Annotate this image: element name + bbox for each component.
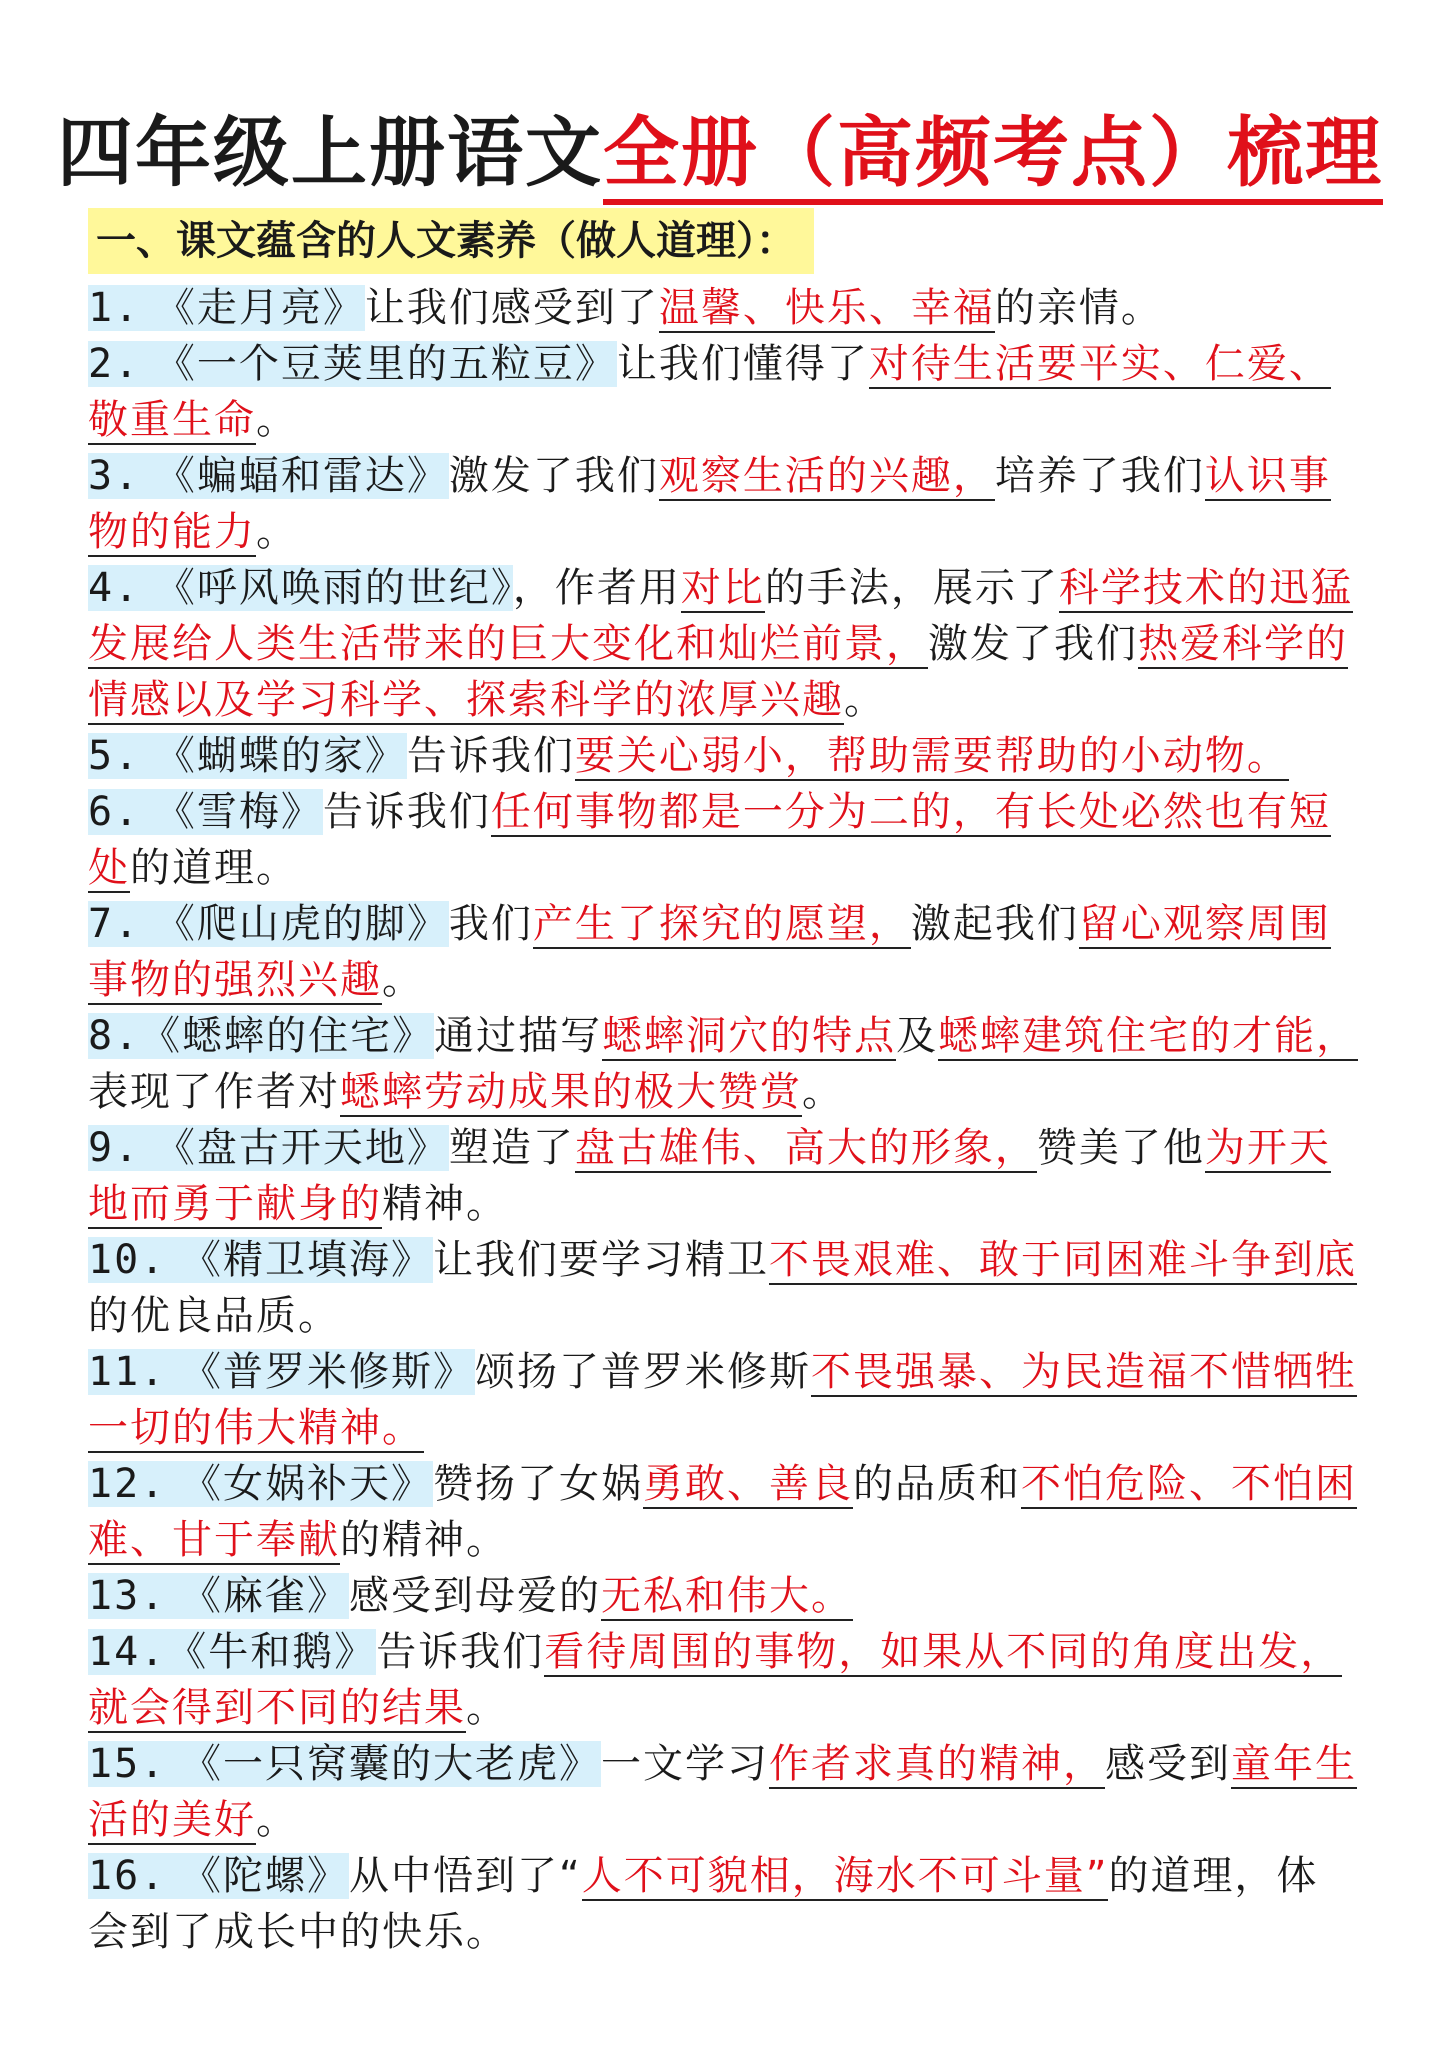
book-title: 《女娲补天》 [180,1461,433,1507]
item-text: 精神。 [382,1181,508,1227]
item-text: 的手法，展示了 [764,565,1059,611]
item-text: 。 [382,957,424,1003]
key-point: 产生了探究的愿望， [532,901,911,947]
book-title: 《蟋蟀的住宅》 [140,1013,435,1059]
item-text: 。 [844,677,886,723]
item-text: ，作者用 [512,565,681,611]
book-title: 《爬山虎的脚》 [154,901,449,947]
book-title: 《盘古开天地》 [154,1125,449,1171]
list-item-8 [88,1008,1360,1120]
item-number: 7. [88,901,141,947]
item-number: 4. [88,565,141,611]
item-text: 的亲情。 [994,285,1163,331]
key-point: 蟋蟀建筑住宅的才能， [938,1013,1359,1059]
book-title: 《一只窝囊的大老虎》 [180,1741,601,1787]
item-text: 激起我们 [910,901,1079,947]
item-text: 告诉我们 [322,789,491,835]
book-title: 《精卫填海》 [180,1237,433,1283]
item-text: 。 [256,1797,298,1843]
list-item-15 [88,1736,1360,1848]
key-point: 任何事物都是一分为二的，有长处必然也有短处 [88,789,1331,891]
item-number: 14. [88,1629,167,1675]
book-title: 《蝴蝶的家》 [154,733,407,779]
item-number: 13. [88,1573,167,1619]
key-point: 蟋蟀劳动成果的极大赞赏 [340,1069,802,1115]
book-title: 《呼风唤雨的世纪》 [154,565,513,611]
key-point: 不畏艰难、敢于同困难斗争到底 [768,1237,1357,1283]
key-point: 对比 [680,565,765,611]
item-number: 11. [88,1349,167,1395]
list-item-4 [88,560,1360,728]
item-text: 的精神。 [340,1517,508,1563]
title-black: 四年级上册语文 [57,108,603,197]
item-number: 5. [88,733,141,779]
item-text: 及 [896,1013,939,1059]
key-point: 作者求真的精神， [768,1741,1105,1787]
book-title: 《雪梅》 [154,789,323,835]
list-item-12 [88,1456,1360,1568]
key-point: 童年生活的美好 [88,1741,1357,1843]
item-text: 赞美了他 [1036,1125,1205,1171]
key-point: 留心观察周围事物的强烈兴趣 [88,901,1331,1003]
item-number: 3. [88,453,141,499]
section-heading: 一、课文蕴含的人文素养（做人道理）： [88,208,814,274]
item-text: 。 [256,397,298,443]
item-text: 赞扬了女娲 [432,1461,643,1507]
item-text: 让我们懂得了 [616,341,869,387]
item-text: 通过描写 [434,1013,603,1059]
item-number: 16. [88,1853,167,1899]
item-number: 2. [88,341,141,387]
item-number: 15. [88,1741,167,1787]
item-text: 的道理，体会到了成长中的快乐。 [88,1853,1319,1955]
item-number: 12. [88,1461,167,1507]
item-text: 的优良品质。 [88,1293,340,1339]
list-item-6 [88,784,1360,896]
list-item-14 [88,1624,1360,1736]
book-title: 《一个豆荚里的五粒豆》 [154,341,617,387]
item-text: 表现了作者对 [88,1069,340,1115]
item-list [88,280,1360,1960]
item-text: 的道理。 [130,845,298,891]
key-point: 热爱科学的情感以及学习科学、探索科学的浓厚兴趣 [88,621,1348,723]
list-item-2 [88,336,1360,448]
item-number: 1. [88,285,141,331]
item-text: 培养了我们 [994,453,1205,499]
list-item-11 [88,1344,1360,1456]
key-point: 温馨、快乐、幸福 [658,285,995,331]
list-item-3 [88,448,1360,560]
book-title: 《麻雀》 [180,1573,349,1619]
key-point: 为开天地而勇于献身的 [88,1125,1331,1227]
book-title: 《走月亮》 [154,285,365,331]
item-text: 塑造了 [448,1125,575,1171]
key-point: 人不可貌相，海水不可斗量” [581,1853,1109,1899]
key-point: 看待周围的事物，如果从不同的角度出发，就会得到不同的结果 [88,1629,1343,1731]
item-text: 。 [466,1685,508,1731]
list-item-7 [88,896,1360,1008]
item-number: 6. [88,789,141,835]
item-text: 激发了我们 [448,453,659,499]
item-text: 感受到母爱的 [348,1573,601,1619]
key-point: 勇敢、善良 [642,1461,853,1507]
title-red: 全册（高频考点）梳理 [603,108,1383,205]
key-point: 认识事物的能力 [88,453,1331,555]
list-item-5 [88,728,1360,784]
list-item-10 [88,1232,1360,1344]
item-text: 。 [256,509,298,555]
key-point: 蟋蟀洞穴的特点 [602,1013,897,1059]
list-item-1 [88,280,1360,336]
item-text: 激发了我们 [928,621,1138,667]
list-item-13 [88,1568,1360,1624]
item-text: 的品质和 [852,1461,1021,1507]
book-title: 《陀螺》 [180,1853,349,1899]
item-text: 让我们感受到了 [364,285,659,331]
book-title: 《普罗米修斯》 [180,1349,475,1395]
item-number: 8. [88,1013,141,1059]
key-point: 观察生活的兴趣， [658,453,995,499]
key-point: 盘古雄伟、高大的形象， [574,1125,1037,1171]
item-text: 颂扬了普罗米修斯 [474,1349,811,1395]
book-title: 《蝙蝠和雷达》 [154,453,449,499]
page-title [0,108,1440,198]
key-point: 科学技术的迅猛发展给人类生活带来的巨大变化和灿烂前景， [88,565,1353,667]
item-text: 让我们要学习精卫 [432,1237,769,1283]
key-point: 不怕危险、不怕困难、甘于奉献 [88,1461,1357,1563]
book-title: 《牛和鹅》 [166,1629,377,1675]
key-point: 对待生活要平实、仁爱、敬重生命 [88,341,1331,443]
item-text: 我们 [448,901,533,947]
list-item-16 [88,1848,1360,1960]
item-number: 9. [88,1125,141,1171]
item-text: 告诉我们 [376,1629,545,1675]
item-text: 感受到 [1104,1741,1231,1787]
item-number: 10. [88,1237,167,1283]
key-point: 不畏强暴、为民造福不惜牺牲一切的伟大精神。 [88,1349,1357,1451]
key-point: 无私和伟大。 [600,1573,853,1619]
item-text: 从中悟到了“ [348,1853,582,1899]
item-text: 。 [802,1069,844,1115]
item-text: 一文学习 [600,1741,769,1787]
key-point: 要关心弱小，帮助需要帮助的小动物。 [574,733,1289,779]
list-item-9 [88,1120,1360,1232]
item-text: 告诉我们 [406,733,575,779]
